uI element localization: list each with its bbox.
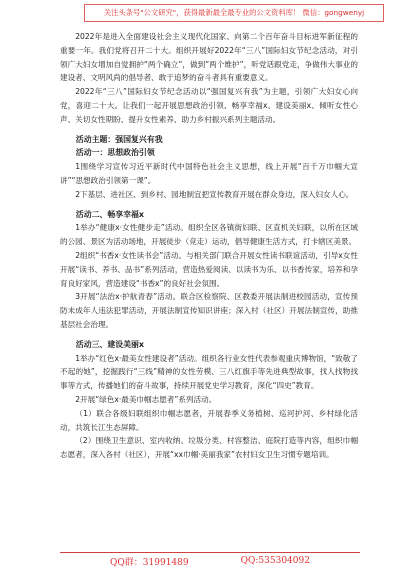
section-2-item-1: 1举办“健康x·女性健步走”活动。组织全区各镇街妇联、区直机关妇联，以所在区域的公园、景区为活动场地，开展徒步（竞走）运动，倡导健康生活方式，打卡辖区美景。 [60, 223, 358, 247]
section-2-item-2: 2组织“书香x·女性读书会”活动。与相关部门联合开展女性读书联谊活动，引导x女性开展“读书、养书、品书”系列活动，营造热爱阅读、以读书为乐、以书香传家，培养和孕育良好家风，营造建设“书香x”的良好社会氛围。 [60, 250, 358, 288]
activity-theme: 活动主题：强国复兴有我 [75, 134, 163, 144]
section-1-item-1: 1围绕学习宣传习近平新时代中国特色社会主义思想，线上开展“百千万巾帼大宣讲”“思想政治引领第一课”。 [60, 162, 358, 185]
section-2-title: 活动二、畅享幸福x [75, 209, 145, 219]
section-3-title: 活动三、建设美丽x [75, 339, 145, 349]
footer-bar [60, 552, 360, 569]
header-banner [84, 4, 384, 22]
section-3-item-4: （2）围绕卫生意识、室内收纳、垃圾分类、村容整洁、庭院打造等内容，组织巾帼志愿者，深入各村（社区），开展“xx巾帼·美丽我家”农村妇女卫生习惯专题培训。 [60, 436, 358, 460]
section-1-title: 活动一：思想政治引领 [75, 148, 155, 158]
intro-paragraph-2: 2022年“三八”国际妇女节纪念活动以“强国复兴有我”为主题，引领广大妇女心向党，喜迎二十大。让我们一起开展思想政治引领、畅享幸福x、建设美丽x、倾听女性心声、关切女性期盼、提升女性素养、助力乡村振兴系列主题活动。 [60, 87, 358, 124]
section-3-item-1: 1举办“红色x·最美女性建设者”活动。组织各行业女性代表参观重庆博物馆，“致敬了不起的她”，挖掘践行“三线”精神的女性劳模、三八红旗手等先进典型故事，找人找物找事等方式，传播她们的奋斗故事，持续开展党史学习教育，深化“四史”教育。 [60, 353, 358, 391]
footer-qq-group: QQ群：31991489 [110, 557, 189, 568]
footer-qq-contact: QQ:535304092 [240, 556, 310, 566]
section-1-item-2: 2下基层、进社区、到乡村、园地制宜把宣传教育开展在群众身边，深入妇女人心。 [75, 189, 354, 199]
document-body [60, 30, 358, 462]
header-banner-text: 关注头条号"公文研究"，获得最新最全最专业的公文资料库！ 微信：gongwenyj [103, 8, 365, 17]
section-3-item-3: （1）联合各级妇联组织巾帼志愿者，开展春季义务植树、巡河护河、乡村绿化活动，共筑长江生态屏障。 [60, 408, 358, 432]
section-3-item-2: 2开展“绿色x·最美巾帼志愿者”系列活动。 [75, 394, 217, 404]
intro-paragraph-1: 2022年是进入全面建设社会主义现代化国家、向第二个百年奋斗目标进军新征程的重要一年。我们党将召开二十大。组织开展好2022年“三八”国际妇女节纪念活动，对引领广大妇女增加自觉拥护“两个确立”，做到“两个维护”，听党话跟党走，争做伟大事业的建设者、文明风尚的倡导者、敢于追梦的奋斗者具有重要意义。 [60, 32, 358, 83]
section-2-item-3: 3开展“法治x·护航青春”活动。联合区检察院、区教委开展法制进校园活动，宣传预防未成年人违法犯罪活动，开展法制宣传知识讲座；深入村（社区）开展法制宣传，助推基层社会治理。 [60, 292, 358, 329]
